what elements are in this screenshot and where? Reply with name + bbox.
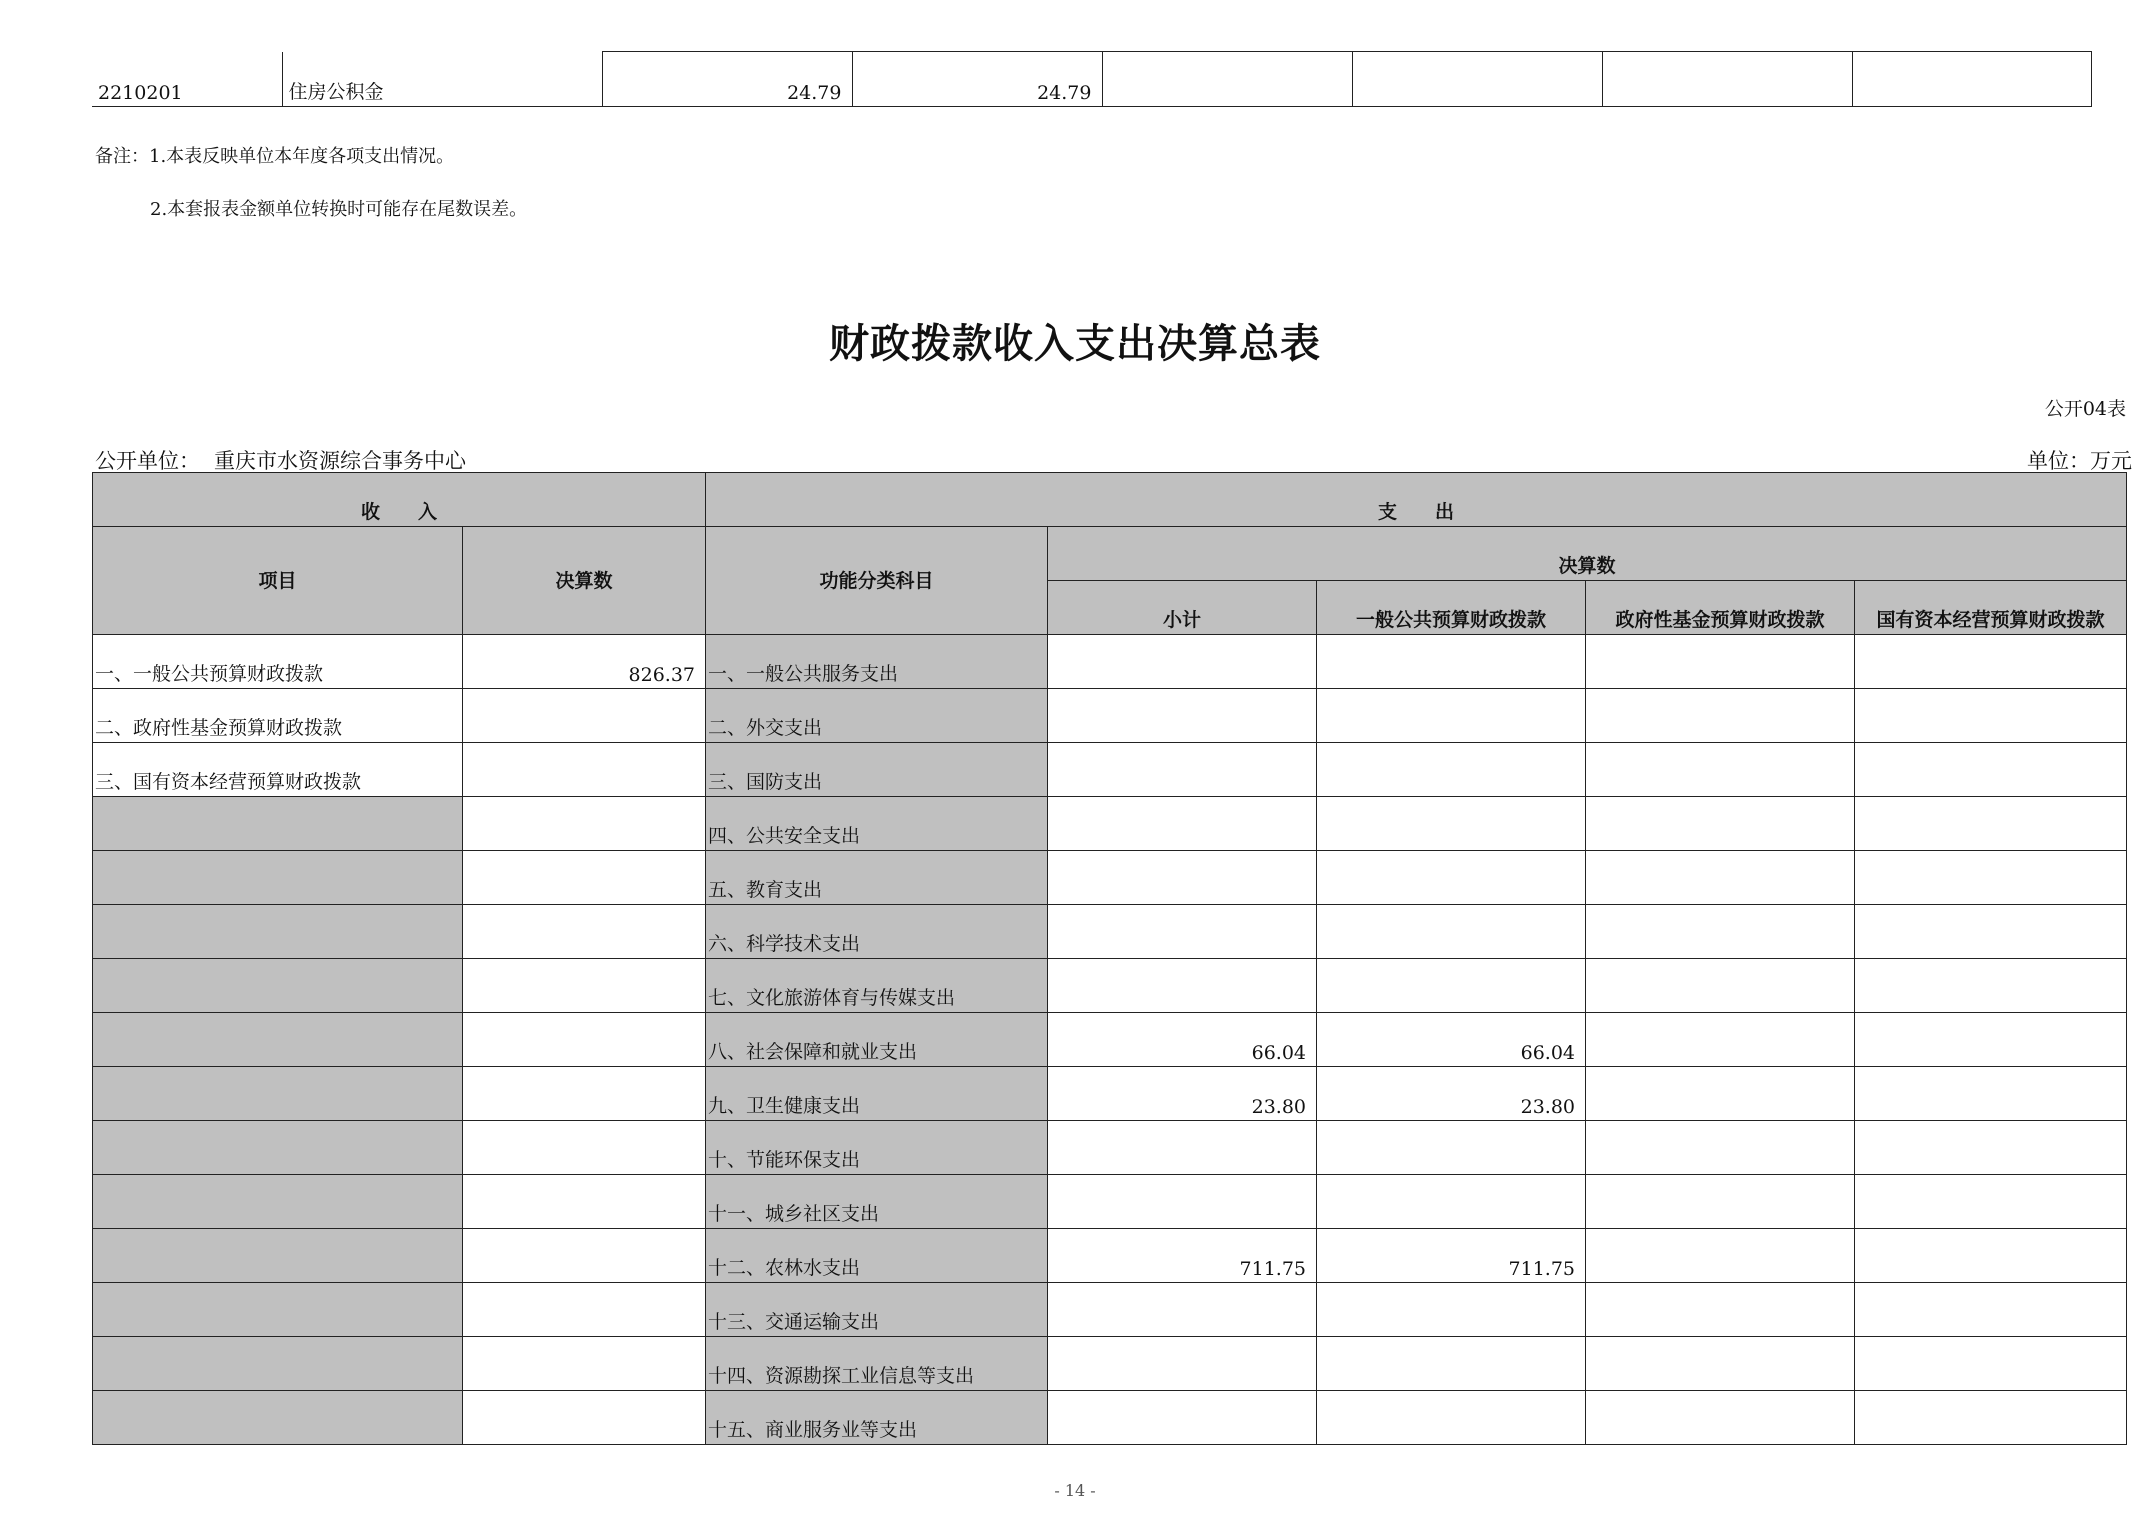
income-amount-cell	[463, 905, 706, 959]
table-row	[93, 959, 2127, 1013]
gov-fund-cell	[1586, 1121, 1855, 1175]
state-capital-cell	[1855, 1067, 2127, 1121]
state-capital-cell	[1855, 1337, 2127, 1391]
income-item-cell	[93, 1121, 463, 1175]
income-amount-cell	[463, 1121, 706, 1175]
table-row	[93, 1283, 2127, 1337]
general-budget-cell	[1317, 689, 1586, 743]
gov-fund-cell	[1586, 1067, 1855, 1121]
expense-item-cell: 一、一般公共服务支出	[706, 635, 1048, 689]
state-capital-cell	[1855, 743, 2127, 797]
state-capital-cell	[1855, 1229, 2127, 1283]
general-budget-cell	[1317, 797, 1586, 851]
table-row	[93, 797, 2127, 851]
subtotal-cell	[1048, 1175, 1317, 1229]
amount-header: 决算数	[463, 527, 706, 635]
income-item-cell	[93, 1337, 463, 1391]
subtotal-cell	[1048, 689, 1317, 743]
table-row	[93, 1175, 2127, 1229]
gov-fund-cell	[1586, 1391, 1855, 1445]
subtotal-cell	[1048, 959, 1317, 1013]
income-amount-cell	[463, 1013, 706, 1067]
general-budget-header: 一般公共预算财政拨款	[1317, 581, 1586, 635]
expense-item-cell: 九、卫生健康支出	[706, 1067, 1048, 1121]
income-item-cell	[93, 905, 463, 959]
prev-name-cell: 住房公积金	[282, 52, 602, 107]
budget-summary-table	[92, 472, 2127, 1445]
gov-fund-cell	[1586, 743, 1855, 797]
gov-fund-cell	[1586, 1013, 1855, 1067]
prev-value-cell	[1852, 52, 2091, 107]
state-capital-cell	[1855, 905, 2127, 959]
gov-fund-cell	[1586, 635, 1855, 689]
income-item-cell	[93, 1175, 463, 1229]
subtotal-cell	[1048, 743, 1317, 797]
expense-item-cell: 十、节能环保支出	[706, 1121, 1048, 1175]
gov-fund-cell	[1586, 1283, 1855, 1337]
income-amount-cell	[463, 1229, 706, 1283]
income-amount-cell	[463, 1337, 706, 1391]
income-amount-cell	[463, 959, 706, 1013]
gov-fund-cell	[1586, 905, 1855, 959]
table-row	[93, 851, 2127, 905]
expense-item-cell: 十四、资源勘探工业信息等支出	[706, 1337, 1048, 1391]
gov-fund-cell	[1586, 1229, 1855, 1283]
page-number: - 14 -	[1054, 1481, 1096, 1500]
income-amount-cell	[463, 1067, 706, 1121]
gov-fund-cell	[1586, 959, 1855, 1013]
gov-fund-cell	[1586, 851, 1855, 905]
currency-unit: 单位：万元	[2027, 449, 2132, 473]
state-capital-cell	[1855, 851, 2127, 905]
expense-item-cell: 四、公共安全支出	[706, 797, 1048, 851]
general-budget-cell: 66.04	[1317, 1013, 1586, 1067]
general-budget-cell	[1317, 851, 1586, 905]
subtotal-cell: 23.80	[1048, 1067, 1317, 1121]
expense-header: 支 出	[706, 473, 2127, 527]
income-header: 收 入	[93, 473, 706, 527]
note-line: 2.本套报表金额单位转换时可能存在尾数误差。	[150, 199, 528, 220]
prev-code-cell: 2210201	[92, 52, 282, 107]
table-row	[93, 1121, 2127, 1175]
subtotal-cell	[1048, 1391, 1317, 1445]
general-budget-cell	[1317, 959, 1586, 1013]
expense-item-cell: 十五、商业服务业等支出	[706, 1391, 1048, 1445]
table-row	[93, 689, 2127, 743]
expense-item-cell: 六、科学技术支出	[706, 905, 1048, 959]
state-capital-header: 国有资本经营预算财政拨款	[1855, 581, 2127, 635]
general-budget-cell	[1317, 743, 1586, 797]
state-capital-cell	[1855, 1283, 2127, 1337]
income-amount-cell	[463, 851, 706, 905]
state-capital-cell	[1855, 689, 2127, 743]
general-budget-cell: 711.75	[1317, 1229, 1586, 1283]
state-capital-cell	[1855, 1391, 2127, 1445]
expense-item-cell: 十三、交通运输支出	[706, 1283, 1048, 1337]
table-body	[93, 635, 2127, 1445]
income-amount-cell	[463, 1391, 706, 1445]
unit-label: 公开单位：	[95, 449, 200, 473]
general-budget-cell	[1317, 1121, 1586, 1175]
state-capital-cell	[1855, 797, 2127, 851]
table-row	[93, 635, 2127, 689]
subtotal-cell: 711.75	[1048, 1229, 1317, 1283]
income-amount-cell	[463, 743, 706, 797]
expense-item-cell: 三、国防支出	[706, 743, 1048, 797]
general-budget-cell	[1317, 905, 1586, 959]
income-item-cell: 一、一般公共预算财政拨款	[93, 635, 463, 689]
state-capital-cell	[1855, 1175, 2127, 1229]
gov-fund-cell	[1586, 689, 1855, 743]
note-line: 备注：1.本表反映单位本年度各项支出情况。	[95, 146, 455, 167]
subtotal-cell	[1048, 1337, 1317, 1391]
subtotal-cell	[1048, 797, 1317, 851]
subtotal-cell	[1048, 635, 1317, 689]
general-budget-cell	[1317, 1175, 1586, 1229]
unit-name: 重庆市水资源综合事务中心	[214, 449, 466, 473]
reporting-unit	[95, 445, 466, 475]
prev-value-cell: 24.79	[852, 52, 1102, 107]
state-capital-cell	[1855, 959, 2127, 1013]
income-item-cell	[93, 1013, 463, 1067]
general-budget-cell	[1317, 1391, 1586, 1445]
general-budget-cell	[1317, 1337, 1586, 1391]
table-row	[93, 905, 2127, 959]
page-title: 财政拨款收入支出决算总表	[829, 320, 1321, 367]
gov-fund-header: 政府性基金预算财政拨款	[1586, 581, 1855, 635]
table-row	[93, 1337, 2127, 1391]
income-item-cell	[93, 797, 463, 851]
gov-fund-cell	[1586, 1175, 1855, 1229]
income-item-cell	[93, 1391, 463, 1445]
income-item-cell	[93, 959, 463, 1013]
table-row	[93, 743, 2127, 797]
table-row	[93, 1013, 2127, 1067]
notes	[95, 130, 527, 236]
subtotal-cell	[1048, 851, 1317, 905]
state-capital-cell	[1855, 1121, 2127, 1175]
income-amount-cell	[463, 689, 706, 743]
income-amount-cell	[463, 797, 706, 851]
subtotal-cell	[1048, 905, 1317, 959]
state-capital-cell	[1855, 1013, 2127, 1067]
final-amount-header: 决算数	[1048, 527, 2127, 581]
item-header: 项目	[93, 527, 463, 635]
previous-table	[92, 51, 2092, 107]
income-item-cell	[93, 1067, 463, 1121]
general-budget-cell	[1317, 1283, 1586, 1337]
subtotal-header: 小计	[1048, 581, 1317, 635]
prev-value-cell	[1602, 52, 1852, 107]
expense-item-cell: 十一、城乡社区支出	[706, 1175, 1048, 1229]
subtotal-cell	[1048, 1283, 1317, 1337]
expense-item-cell: 五、教育支出	[706, 851, 1048, 905]
gov-fund-cell	[1586, 1337, 1855, 1391]
form-number: 公开04表	[2044, 398, 2126, 420]
table-row	[93, 1067, 2127, 1121]
header-row	[93, 473, 2127, 527]
income-amount-cell	[463, 1175, 706, 1229]
income-item-cell	[93, 1283, 463, 1337]
expense-item-cell: 七、文化旅游体育与传媒支出	[706, 959, 1048, 1013]
expense-item-cell: 八、社会保障和就业支出	[706, 1013, 1048, 1067]
subtotal-cell: 66.04	[1048, 1013, 1317, 1067]
income-item-cell: 三、国有资本经营预算财政拨款	[93, 743, 463, 797]
general-budget-cell	[1317, 635, 1586, 689]
subtotal-cell	[1048, 1121, 1317, 1175]
table-row	[93, 1391, 2127, 1445]
income-item-cell	[93, 851, 463, 905]
general-budget-cell: 23.80	[1317, 1067, 1586, 1121]
gov-fund-cell	[1586, 797, 1855, 851]
income-amount-cell	[463, 1283, 706, 1337]
expense-item-cell: 十二、农林水支出	[706, 1229, 1048, 1283]
table-row	[93, 1229, 2127, 1283]
prev-value-cell	[1102, 52, 1352, 107]
income-item-cell: 二、政府性基金预算财政拨款	[93, 689, 463, 743]
functional-category-header: 功能分类科目	[706, 527, 1048, 635]
state-capital-cell	[1855, 635, 2127, 689]
income-item-cell	[93, 1229, 463, 1283]
expense-item-cell: 二、外交支出	[706, 689, 1048, 743]
prev-value-cell: 24.79	[602, 52, 852, 107]
prev-value-cell	[1352, 52, 1602, 107]
table-row	[92, 52, 2091, 107]
income-amount-cell: 826.37	[463, 635, 706, 689]
header-row	[93, 527, 2127, 581]
